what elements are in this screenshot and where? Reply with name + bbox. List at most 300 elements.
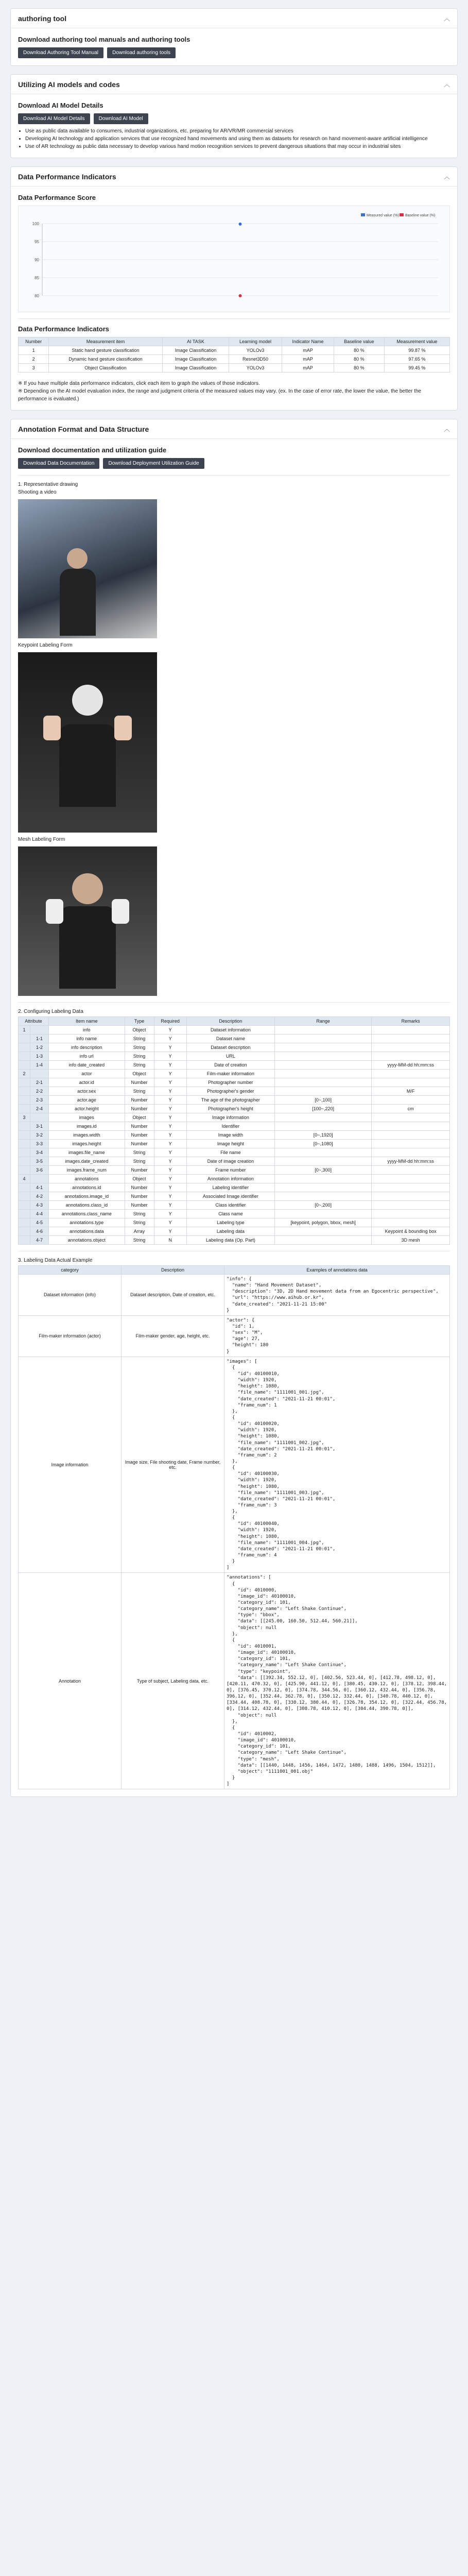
table-cell xyxy=(372,1201,450,1210)
legend-label: Baseline value (%) xyxy=(405,214,436,217)
table-cell xyxy=(19,1201,30,1210)
table-cell: Object xyxy=(125,1175,154,1183)
table-cell: Y xyxy=(154,1061,186,1070)
table-cell: Number xyxy=(125,1131,154,1140)
table-cell: Static hand gesture classification xyxy=(49,346,163,355)
table-cell: info name xyxy=(49,1035,125,1043)
table-cell: Y xyxy=(154,1122,186,1131)
bullet-item: • Use as public data available to consumers, industrial organizations, etc. preparing for AR/VR/MR commercial services xyxy=(25,127,450,135)
ai-models-header[interactable] xyxy=(11,75,457,94)
table-cell: Object Classification xyxy=(49,364,163,372)
table-cell xyxy=(372,1026,450,1035)
table-cell: Date of image creation xyxy=(186,1157,274,1166)
table-cell: String xyxy=(125,1052,154,1061)
table-row xyxy=(19,1026,450,1035)
download-model-details-button[interactable]: Download AI Model Details xyxy=(18,113,90,124)
table-cell xyxy=(274,1157,371,1166)
performance-title: Data Performance Indicators xyxy=(18,172,116,181)
annotation-heading: Download documentation and utilization guide xyxy=(18,446,167,454)
table-row xyxy=(19,1183,450,1192)
table-cell: annotations.object xyxy=(49,1236,125,1245)
table-cell: [0~,1080] xyxy=(274,1140,371,1148)
table-cell: Number xyxy=(125,1201,154,1210)
table-cell xyxy=(19,1087,30,1096)
table-cell: Image Classification xyxy=(162,346,229,355)
table-cell: Number xyxy=(125,1183,154,1192)
table-cell: images.height xyxy=(49,1140,125,1148)
table-cell: Date of creation xyxy=(186,1061,274,1070)
table-cell: Number xyxy=(125,1192,154,1201)
table-cell: Image Classification xyxy=(162,355,229,364)
table-cell: annotations.class_name xyxy=(49,1210,125,1218)
table-cell: The age of the photographer xyxy=(186,1096,274,1105)
table-cell xyxy=(372,1166,450,1175)
table-cell: Photographer's gender xyxy=(186,1087,274,1096)
table-cell xyxy=(274,1026,371,1035)
annotation-title: Annotation Format and Data Structure xyxy=(18,425,149,433)
table-cell: 4-5 xyxy=(30,1218,48,1227)
table-cell: Photographer's height xyxy=(186,1105,274,1113)
table-cell xyxy=(19,1140,30,1148)
json-example: "images": [ { "id": 40100010, "width": 1920, "height": 1080, "file_name": "1111001_001.jpg", "date_created": "2021-11-21 00:01", "frame_num": 1 }, { "id": 40100020, "width": 1920, "height": 1080, "file_name": "1111001_002.jpg", "date_created": "2021-11-21 00:01", "frame_num": 2 }, { "id": 40100030, "width": 1920, "height": 1080, "file_name": "1111001_003.jpg", "date_created": "2021-11-21 00:01", "frame_num": 3 }, { "id": 40100040, "width": 1920, "height": 1080, "file_name": "1111001_004.jpg", "date_created": "2021-11-21 00:01", "frame_num": 4 } ] xyxy=(227,1359,336,1571)
table-cell: annotations.class_id xyxy=(49,1201,125,1210)
table-header-cell: category xyxy=(19,1266,122,1275)
data-point xyxy=(239,223,242,226)
table-cell: Image width xyxy=(186,1131,274,1140)
table-cell: Keypoint & bounding box xyxy=(372,1227,450,1236)
table-row xyxy=(19,1087,450,1096)
table-cell: annotations.image_id xyxy=(49,1192,125,1201)
download-model-button[interactable]: Download AI Model xyxy=(94,113,148,124)
table-cell: 1-3 xyxy=(30,1052,48,1061)
photo-caption: Keypoint Labeling Form xyxy=(18,642,73,648)
table-cell xyxy=(19,1236,30,1245)
table-cell: 2-4 xyxy=(30,1105,48,1113)
table-header-cell: Attribute xyxy=(19,1017,49,1026)
y-tick-label: 90 xyxy=(34,258,39,262)
table-cell: info url xyxy=(49,1052,125,1061)
table-cell: 80 % xyxy=(334,346,385,355)
table-cell xyxy=(19,1157,30,1166)
table-cell: mAP xyxy=(282,346,334,355)
table-cell xyxy=(274,1227,371,1236)
table-cell: Y xyxy=(154,1166,186,1175)
table-cell: String xyxy=(125,1061,154,1070)
table-cell xyxy=(19,1148,30,1157)
bullet-item: • Use of AR technology as public data necessary to develop various hand motion recognition services to prevent dangerous situations that may occur in industrial sites xyxy=(25,143,450,150)
table-cell: N xyxy=(154,1236,186,1245)
config-table xyxy=(18,1016,450,1245)
download-manual-button[interactable]: Download Authoring Tool Manual xyxy=(18,47,103,58)
table-cell: [0~,300] xyxy=(274,1166,371,1175)
table-cell: [0~,200] xyxy=(274,1201,371,1210)
note-text: ※ If you have multiple data performance indicators, click each item to graph the values of those indicators. xyxy=(18,381,260,386)
table-cell xyxy=(372,1192,450,1201)
table-cell xyxy=(19,1122,30,1131)
table-cell: Y xyxy=(154,1078,186,1087)
table-header-cell: Item name xyxy=(49,1017,125,1026)
table-cell xyxy=(19,1166,30,1175)
json-example: "annotations": [ { "id": 4010000, "image_id": 40100010, "category_id": 101, "category_name": "Left Shake Continue", "type": "bbox", "data": [[245.00, 160.50, 512.44, 560.21]], "object": null }, { "id": 4010001, "image_id": 40100010, "category_id": 101, "category_name": "Left Shake Continue", "type": "keypoint", "data": [[392.34, 552.12, 0], [402.56, 523.44, 0], [412.78, 498.12, 0], [420.11, 470.32, 0], [425.90, 441.12, 0], [380.45, 430.12, 0], [378.12, 398.44, 0], [376.45, 370.12, 0], [374.78, 344.56, 0], [360.12, 432.44, 0], [356.78, 396.12, 0], [352.44, 362.78, 0], [350.12, 332.44, 0], [340.78, 440.12, 0], [334.44, 408.78, 0], [330.12, 380.44, 0], [326.78, 354.12, 0], [322.44, 456.78, 0], [314.12, 432.44, 0], [308.78, 410.12, 0], [304.44, 390.78, 0]], "object": null }, { "id": 4010002, "image_id": 40100010, "category_id": 101, "category_name": "Left Shake Continue", "type": "mesh", "data": [[1440, 1448, 1456, 1464, 1472, 1480, 1488, 1496, 1504, 1512]], "object": "1111001_001.obj" } ] xyxy=(227,1575,447,1787)
table-cell: 3-5 xyxy=(30,1157,48,1166)
table-header-cell: Description xyxy=(186,1017,274,1026)
table-cell: Array xyxy=(125,1227,154,1236)
table-cell: 1 xyxy=(19,1026,30,1035)
table-cell: 4-6 xyxy=(30,1227,48,1236)
table-cell: Image Classification xyxy=(162,364,229,372)
table-cell: actor.sex xyxy=(49,1087,125,1096)
table-cell: images.width xyxy=(49,1131,125,1140)
table-cell: Y xyxy=(154,1192,186,1201)
table-cell: String xyxy=(125,1148,154,1157)
table-row[interactable] xyxy=(19,346,450,355)
table-cell: 2 xyxy=(19,355,49,364)
table-row xyxy=(19,1078,450,1087)
table-cell: 3 xyxy=(19,1113,30,1122)
table-cell: String xyxy=(125,1157,154,1166)
table-cell: Class name xyxy=(186,1210,274,1218)
table-cell: mAP xyxy=(282,355,334,364)
table-cell: 1-2 xyxy=(30,1043,48,1052)
table-cell xyxy=(372,1218,450,1227)
table-row xyxy=(19,1201,450,1210)
table-cell xyxy=(19,1192,30,1201)
category-cell: Film-maker information (actor) xyxy=(19,1315,122,1357)
table-cell: String xyxy=(125,1087,154,1096)
performance-table xyxy=(18,337,450,372)
category-cell: Image information xyxy=(19,1357,122,1573)
table-row xyxy=(19,1043,450,1052)
table-cell: Photographer number xyxy=(186,1078,274,1087)
table-cell: annotations xyxy=(49,1175,125,1183)
table-row[interactable] xyxy=(19,364,450,372)
table-cell: Number xyxy=(125,1096,154,1105)
table-cell: Class identifier xyxy=(186,1201,274,1210)
table-row xyxy=(19,1315,450,1357)
table-header-cell: Number xyxy=(19,337,49,346)
annotation-header[interactable] xyxy=(11,419,457,439)
table-cell: Resnet3D50 xyxy=(229,355,282,364)
download-documentation-button[interactable]: Download Data Documentation xyxy=(18,458,99,469)
photo-caption: Mesh Labeling Form xyxy=(18,837,65,842)
table-row xyxy=(19,1227,450,1236)
table-cell: 4-2 xyxy=(30,1192,48,1201)
chevron-up-icon[interactable]: ︿ xyxy=(443,81,450,88)
table-cell: Object xyxy=(125,1026,154,1035)
table-cell xyxy=(274,1035,371,1043)
table-cell: Associated Image identifier xyxy=(186,1192,274,1201)
example-cell xyxy=(224,1275,450,1316)
table-cell: Y xyxy=(154,1183,186,1192)
table-cell: images.id xyxy=(49,1122,125,1131)
table-cell xyxy=(19,1183,30,1192)
table-cell xyxy=(19,1035,30,1043)
table-cell: 4-4 xyxy=(30,1210,48,1218)
table-cell xyxy=(274,1087,371,1096)
table-cell xyxy=(274,1148,371,1157)
table-cell xyxy=(19,1218,30,1227)
table-cell: Y xyxy=(154,1210,186,1218)
table-header-cell: Baseline value xyxy=(334,337,385,346)
table-cell: actor.id xyxy=(49,1078,125,1087)
table-cell xyxy=(274,1183,371,1192)
table-cell: Frame number xyxy=(186,1166,274,1175)
table-cell: File name xyxy=(186,1148,274,1157)
table-cell: 80 % xyxy=(334,364,385,372)
table-cell: Y xyxy=(154,1096,186,1105)
table-cell xyxy=(274,1236,371,1245)
table-cell xyxy=(372,1140,450,1148)
table-cell: Identifier xyxy=(186,1122,274,1131)
table-cell xyxy=(19,1052,30,1061)
table-cell: Y xyxy=(154,1070,186,1078)
table-row xyxy=(19,1573,450,1789)
note-text: ※ Depending on the AI model evaluation index, the range and judgment criteria of the measured values may vary. (ex. In the case of error rate, the lower the value, the better the performance is evaluated.) xyxy=(18,388,422,402)
table-cell: Y xyxy=(154,1227,186,1236)
y-tick-label: 95 xyxy=(34,240,39,244)
table-heading: Data Performance Indicators xyxy=(18,325,110,333)
table-cell: 99.87 % xyxy=(384,346,449,355)
table-cell: Y xyxy=(154,1148,186,1157)
chevron-up-icon[interactable]: ︿ xyxy=(443,426,450,433)
category-cell: Dataset information (info) xyxy=(19,1275,122,1316)
table-cell: [0~,1920] xyxy=(274,1131,371,1140)
y-tick-label: 100 xyxy=(32,222,39,226)
table-cell: Y xyxy=(154,1157,186,1166)
table-cell: 2-2 xyxy=(30,1087,48,1096)
table-cell xyxy=(372,1070,450,1078)
table-row xyxy=(19,1105,450,1113)
table-header-cell: Indicator Name xyxy=(282,337,334,346)
ai-models-panel xyxy=(10,74,458,158)
table-row xyxy=(19,1218,450,1227)
table-cell: 3-4 xyxy=(30,1148,48,1157)
table-cell: Film-maker information xyxy=(186,1070,274,1078)
table-cell xyxy=(274,1122,371,1131)
ai-models-heading: Download AI Model Details xyxy=(18,101,103,109)
bullet-item: • Developing AI technology and application services that use recognized hand movements and using them as datasets for research on hand movement-aware artificial intelligence xyxy=(25,135,450,143)
table-row[interactable] xyxy=(19,355,450,364)
table-cell: Number xyxy=(125,1105,154,1113)
table-cell: YOLOv3 xyxy=(229,364,282,372)
table-cell: Y xyxy=(154,1113,186,1122)
table-cell xyxy=(30,1026,48,1035)
table-cell xyxy=(274,1078,371,1087)
download-guide-button[interactable]: Download Deployment Utilization Guide xyxy=(103,458,204,469)
keypoint-photo xyxy=(18,652,157,833)
table-row xyxy=(19,1357,450,1573)
table-cell xyxy=(19,1078,30,1087)
legend-label: Measured value (%) xyxy=(367,214,399,217)
table-cell xyxy=(274,1061,371,1070)
table-row xyxy=(19,1131,450,1140)
table-cell: M/F xyxy=(372,1087,450,1096)
table-cell: Number xyxy=(125,1140,154,1148)
table-cell xyxy=(372,1035,450,1043)
table-cell: yyyy-MM-dd hh:mm:ss xyxy=(372,1061,450,1070)
table-cell: 3-3 xyxy=(30,1140,48,1148)
table-cell: Y xyxy=(154,1140,186,1148)
table-cell: annotations.id xyxy=(49,1183,125,1192)
example-table xyxy=(18,1265,450,1789)
table-cell xyxy=(19,1096,30,1105)
y-tick-label: 85 xyxy=(34,276,39,280)
table-cell: 4-7 xyxy=(30,1236,48,1245)
performance-chart xyxy=(18,206,450,312)
data-point xyxy=(239,294,242,297)
table-row xyxy=(19,1236,450,1245)
table-cell xyxy=(274,1175,371,1183)
performance-chart-svg xyxy=(22,209,448,307)
table-cell: String xyxy=(125,1236,154,1245)
table-cell: info description xyxy=(49,1043,125,1052)
table-cell: String xyxy=(125,1043,154,1052)
table-cell xyxy=(19,1227,30,1236)
table-cell: 1 xyxy=(19,346,49,355)
annotation-panel xyxy=(10,419,458,1797)
table-cell: Y xyxy=(154,1175,186,1183)
table-header-cell: Remarks xyxy=(372,1017,450,1026)
download-tools-button[interactable]: Download authoring tools xyxy=(107,47,176,58)
table-cell xyxy=(30,1175,48,1183)
table-cell: 3-2 xyxy=(30,1131,48,1140)
table-cell: cm xyxy=(372,1105,450,1113)
table-cell xyxy=(274,1052,371,1061)
description-cell: Dataset description, Date of creation, etc. xyxy=(122,1275,224,1316)
section-label: 2. Configuring Labeling Data xyxy=(18,1009,83,1014)
performance-header[interactable] xyxy=(11,167,457,187)
table-cell: Number xyxy=(125,1122,154,1131)
table-cell: Image information xyxy=(186,1113,274,1122)
table-cell: String xyxy=(125,1210,154,1218)
table-cell: 80 % xyxy=(334,355,385,364)
table-cell: 2-3 xyxy=(30,1096,48,1105)
table-cell: Number xyxy=(125,1166,154,1175)
table-row xyxy=(19,1113,450,1122)
shooting-photo xyxy=(18,499,157,638)
table-cell: images.frame_num xyxy=(49,1166,125,1175)
table-cell: 2 xyxy=(19,1070,30,1078)
table-cell: Dynamic hand gesture classification xyxy=(49,355,163,364)
table-row xyxy=(19,1052,450,1061)
table-cell: 4-1 xyxy=(30,1183,48,1192)
table-header-cell: Description xyxy=(122,1266,224,1275)
authoring-header[interactable] xyxy=(11,9,457,28)
table-header-cell: Examples of annotations data xyxy=(224,1266,450,1275)
table-cell: Y xyxy=(154,1218,186,1227)
table-header-cell: Learning model xyxy=(229,337,282,346)
table-cell xyxy=(19,1210,30,1218)
table-row xyxy=(19,1210,450,1218)
table-cell xyxy=(372,1078,450,1087)
table-row xyxy=(19,1166,450,1175)
json-example: "info": { "name": "Hand Movement Dataset", "description": "3D, 2D Hand movement data from an Egocentric perspective", "url": "https://www.aihub.or.kr", "date_created": "2021-11-21 15:00" } xyxy=(227,1277,439,1313)
description-cell: Type of subject, Labeling data, etc. xyxy=(122,1573,224,1789)
legend-swatch xyxy=(361,213,365,216)
table-cell: 4-3 xyxy=(30,1201,48,1210)
table-cell: Number xyxy=(125,1078,154,1087)
table-cell: 3D mesh xyxy=(372,1236,450,1245)
table-cell xyxy=(30,1113,48,1122)
table-row xyxy=(19,1035,450,1043)
chart-heading: Data Performance Score xyxy=(18,194,96,201)
table-cell: yyyy-MM-dd hh:mm:ss xyxy=(372,1157,450,1166)
table-cell xyxy=(19,1061,30,1070)
table-cell xyxy=(274,1113,371,1122)
authoring-heading: Download authoring tool manuals and authoring tools xyxy=(18,36,190,43)
table-cell xyxy=(19,1131,30,1140)
table-cell xyxy=(372,1210,450,1218)
table-cell: actor.age xyxy=(49,1096,125,1105)
table-cell xyxy=(274,1210,371,1218)
table-header-cell: Required xyxy=(154,1017,186,1026)
table-cell xyxy=(372,1183,450,1192)
table-cell: Object xyxy=(125,1070,154,1078)
table-cell xyxy=(372,1096,450,1105)
table-cell: annotations.data xyxy=(49,1227,125,1236)
table-cell: Labeling data (Op. Part) xyxy=(186,1236,274,1245)
table-row xyxy=(19,1148,450,1157)
y-tick-label: 80 xyxy=(34,294,39,298)
table-cell: 1-4 xyxy=(30,1061,48,1070)
table-cell: Y xyxy=(154,1035,186,1043)
ai-models-title: Utilizing AI models and codes xyxy=(18,80,120,89)
table-header-cell: Range xyxy=(274,1017,371,1026)
table-header-cell: Type xyxy=(125,1017,154,1026)
table-row xyxy=(19,1175,450,1183)
table-cell: URL xyxy=(186,1052,274,1061)
table-cell: String xyxy=(125,1035,154,1043)
table-cell: Dataset name xyxy=(186,1035,274,1043)
table-cell: Annotation information xyxy=(186,1175,274,1183)
table-cell: 1-1 xyxy=(30,1035,48,1043)
table-cell: 2-1 xyxy=(30,1078,48,1087)
table-cell: images.date_created xyxy=(49,1157,125,1166)
table-cell: Y xyxy=(154,1131,186,1140)
table-header-cell: AI TASK xyxy=(162,337,229,346)
table-row xyxy=(19,1070,450,1078)
table-cell: Object xyxy=(125,1113,154,1122)
authoring-title: authoring tool xyxy=(18,14,67,23)
photo-caption: Shooting a video xyxy=(18,489,57,495)
table-cell xyxy=(30,1070,48,1078)
authoring-panel xyxy=(10,8,458,66)
ai-models-bullets xyxy=(25,127,450,150)
table-cell: String xyxy=(125,1218,154,1227)
table-cell xyxy=(274,1192,371,1201)
table-cell: Labeling data xyxy=(186,1227,274,1236)
table-row xyxy=(19,1061,450,1070)
table-cell: info date_created xyxy=(49,1061,125,1070)
table-cell: Y xyxy=(154,1087,186,1096)
table-cell xyxy=(372,1113,450,1122)
table-row xyxy=(19,1275,450,1316)
table-cell: Y xyxy=(154,1043,186,1052)
table-cell: mAP xyxy=(282,364,334,372)
section-label: 3. Labeling Data Actual Example xyxy=(18,1258,93,1263)
table-cell xyxy=(274,1070,371,1078)
table-cell: Dataset information xyxy=(186,1026,274,1035)
chevron-up-icon[interactable]: ︿ xyxy=(443,173,450,180)
table-cell: Labeling identifier xyxy=(186,1183,274,1192)
table-cell xyxy=(372,1148,450,1157)
table-row xyxy=(19,1192,450,1201)
chevron-up-icon[interactable]: ︿ xyxy=(443,15,450,22)
table-cell xyxy=(372,1043,450,1052)
table-cell xyxy=(19,1105,30,1113)
table-cell: Y xyxy=(154,1052,186,1061)
mesh-photo xyxy=(18,846,157,996)
